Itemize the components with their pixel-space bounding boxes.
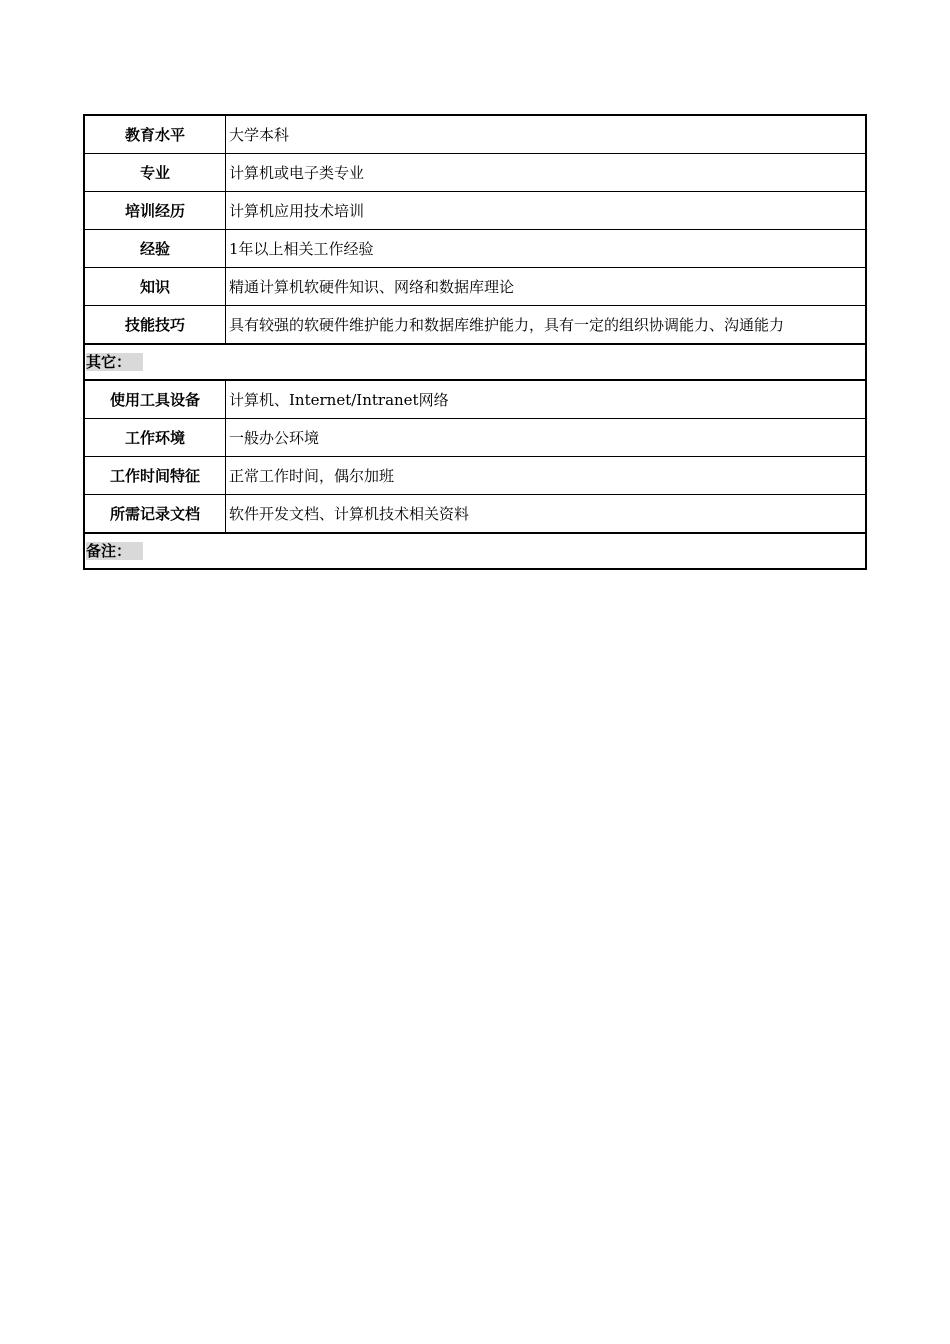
row-label-skills: 技能技巧 (84, 306, 226, 345)
table-row (84, 419, 866, 457)
row-label-work-time: 工作时间特征 (84, 457, 226, 495)
section-cell-remarks (84, 533, 866, 569)
table-row (84, 230, 866, 268)
table-row (84, 192, 866, 230)
row-label-tools: 使用工具设备 (84, 380, 226, 419)
row-value-training: 计算机应用技术培训 (226, 192, 867, 230)
row-label-education: 教育水平 (84, 115, 226, 154)
row-value-experience: 1年以上相关工作经验 (226, 230, 867, 268)
section-label-other: 其它： (86, 353, 143, 371)
job-requirements-table (83, 114, 867, 570)
table-row (84, 154, 866, 192)
row-value-skills: 具有较强的软硬件维护能力和数据库维护能力，具有一定的组织协调能力、沟通能力 (226, 306, 867, 345)
row-value-tools: 计算机、Internet/Intranet网络 (226, 380, 867, 419)
row-value-environment: 一般办公环境 (226, 419, 867, 457)
section-row-other (84, 344, 866, 380)
row-label-training: 培训经历 (84, 192, 226, 230)
row-value-work-time: 正常工作时间，偶尔加班 (226, 457, 867, 495)
section-cell-other (84, 344, 866, 380)
table-row (84, 380, 866, 419)
row-label-documents: 所需记录文档 (84, 495, 226, 534)
table-row (84, 268, 866, 306)
row-label-experience: 经验 (84, 230, 226, 268)
row-value-education: 大学本科 (226, 115, 867, 154)
row-value-knowledge: 精通计算机软硬件知识、网络和数据库理论 (226, 268, 867, 306)
row-value-documents: 软件开发文档、计算机技术相关资料 (226, 495, 867, 534)
section-label-remarks: 备注： (86, 542, 143, 560)
row-value-major: 计算机或电子类专业 (226, 154, 867, 192)
table-row (84, 115, 866, 154)
row-label-knowledge: 知识 (84, 268, 226, 306)
row-label-environment: 工作环境 (84, 419, 226, 457)
section-row-remarks (84, 533, 866, 569)
row-label-major: 专业 (84, 154, 226, 192)
table-row (84, 457, 866, 495)
table-row (84, 306, 866, 345)
table-row (84, 495, 866, 534)
